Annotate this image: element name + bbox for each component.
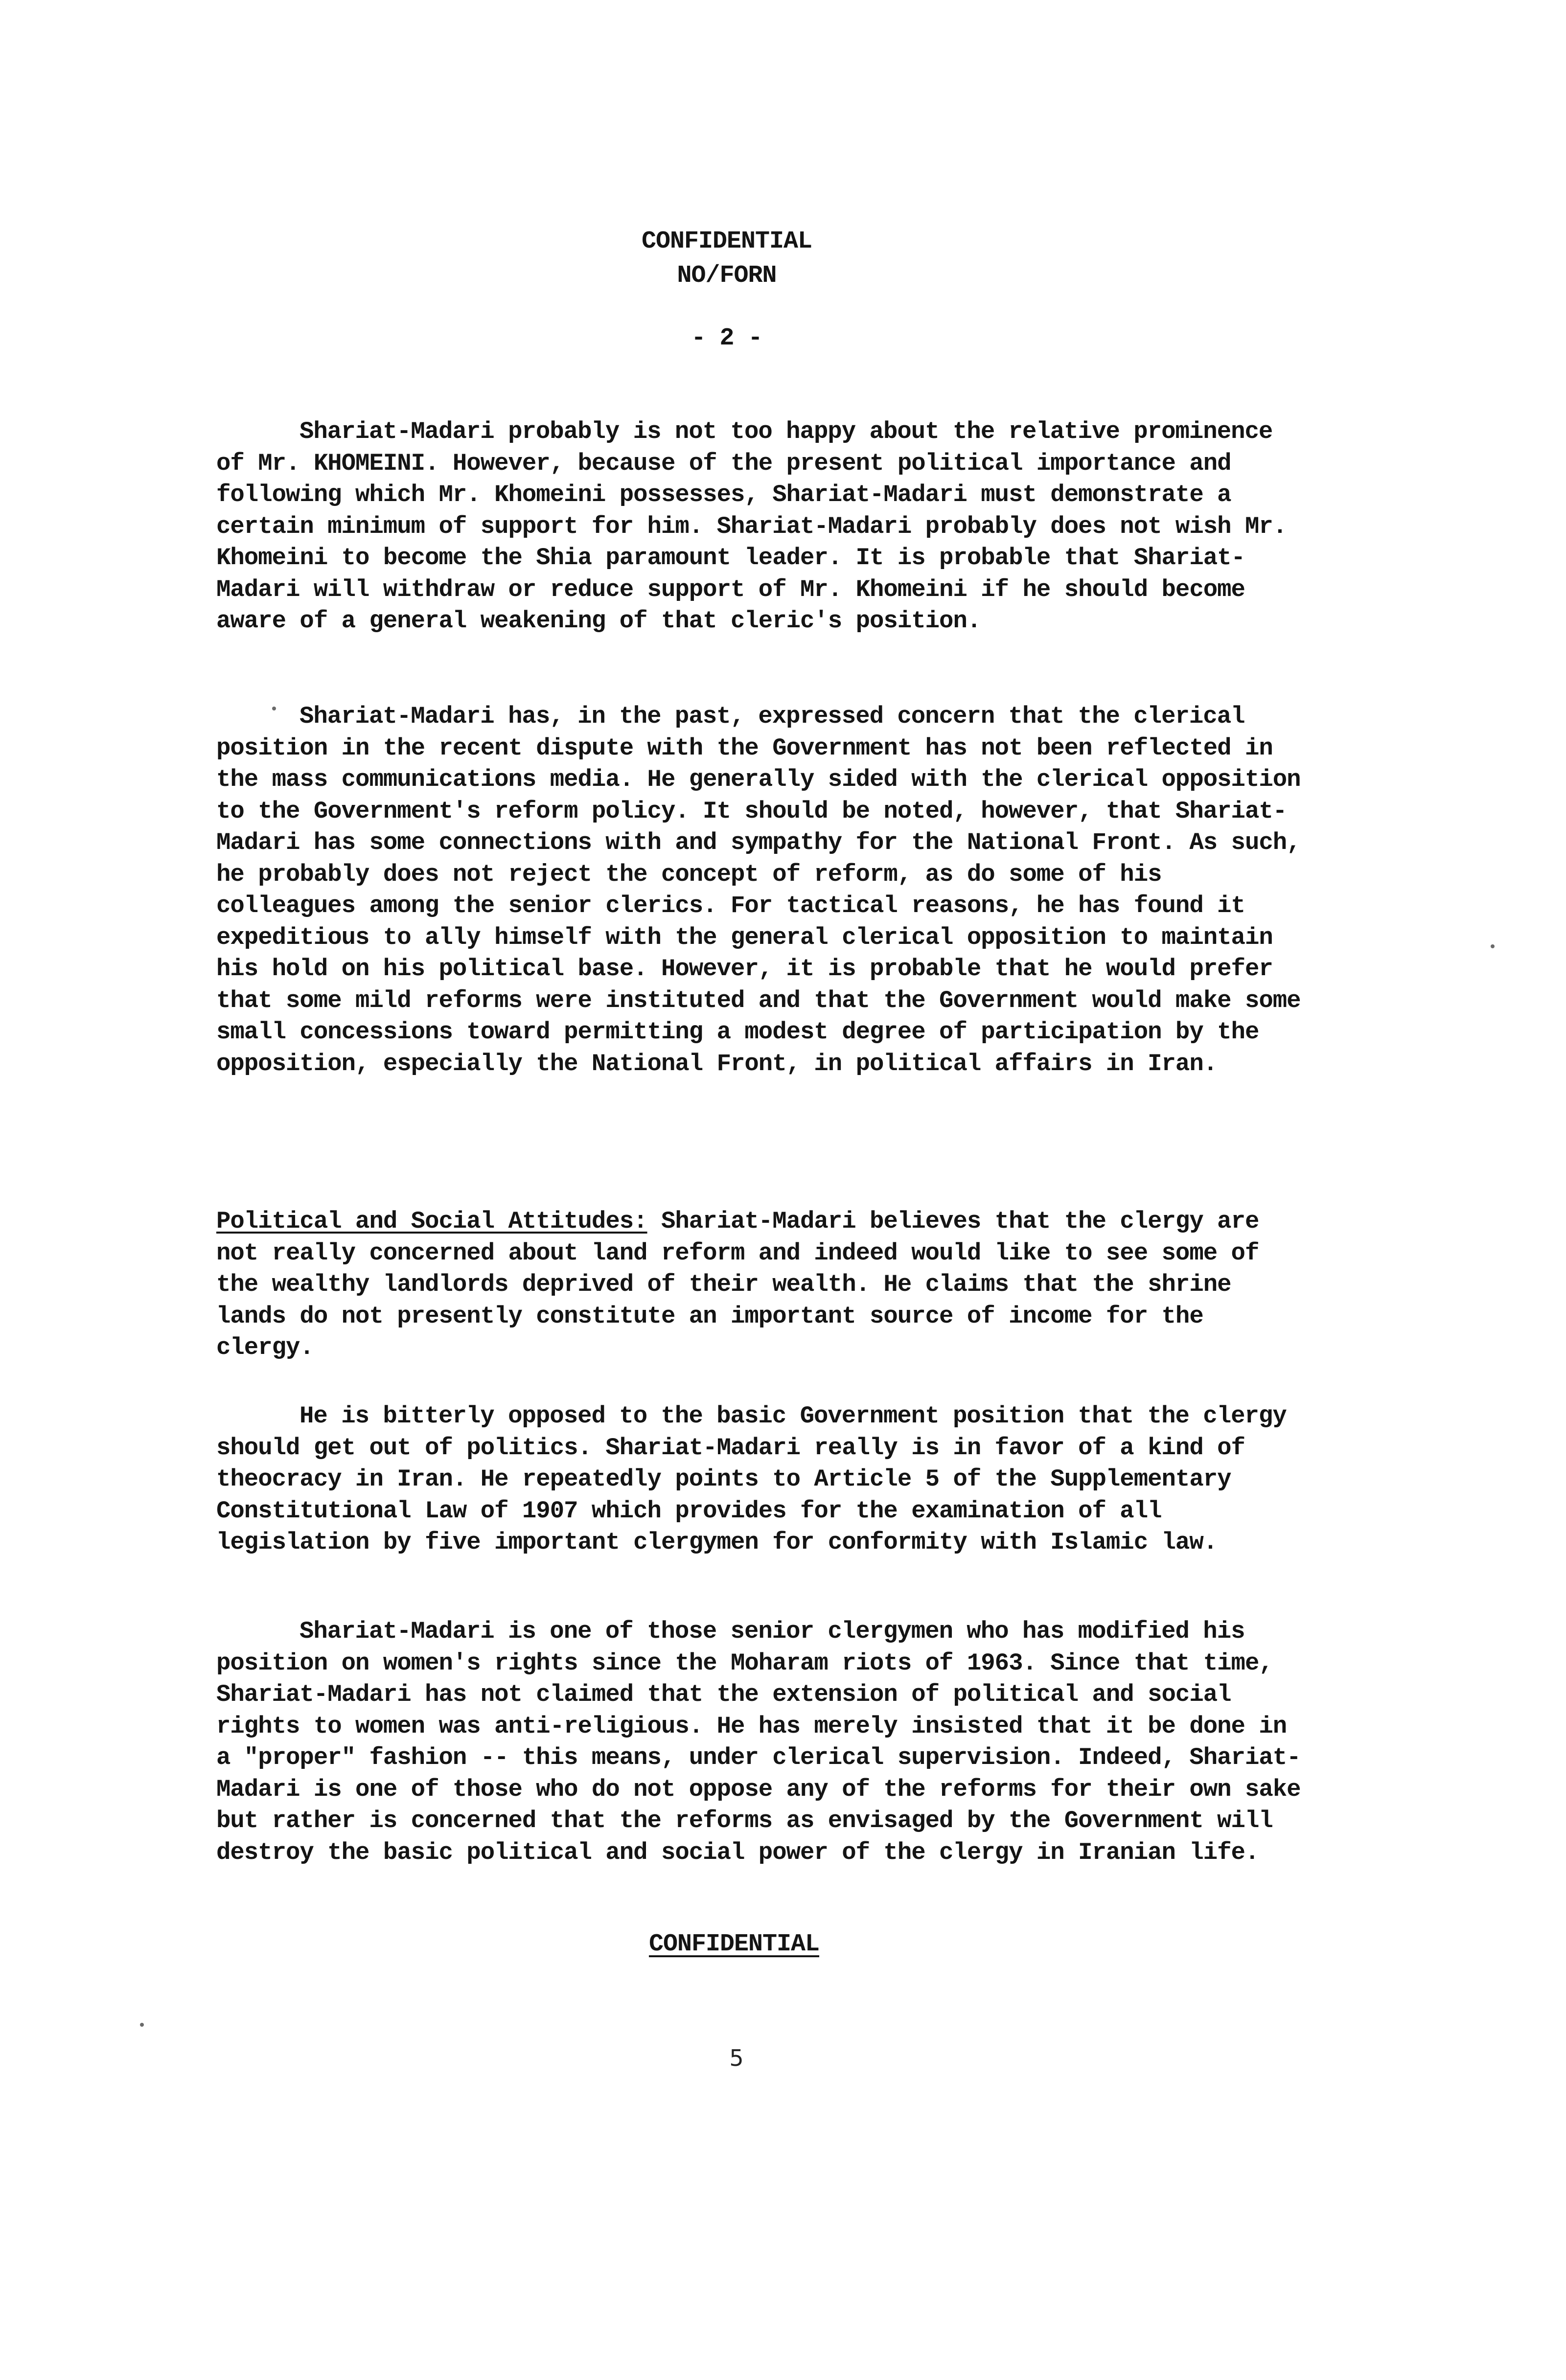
scan-speck: [272, 707, 276, 710]
header-page-marker: - 2 -: [691, 324, 762, 352]
footer-classification-label: CONFIDENTIAL: [648, 1930, 820, 1958]
paragraph-womens-rights: Shariat-Madari is one of those senior clergymen who has modified his position on women's rights since the Moharam riots of 1963. Since that time, Shariat-Madari has not claimed that the extension of political and social rights to women was anti-religious. He has merely insisted that it be done in a "proper" fashion -- this means, under clerical supervision. Indeed, Shariat-Madari is one of those who do not oppose any of the reforms for their own sake but rather is concerned that the reforms as envisaged by the Government will destroy the basic political and social power of the clergy in Iranian life.: [216, 1618, 1301, 1866]
paragraph-khomeini-prominence: Shariat-Madari probably is not too happy about the relative prominence of Mr. KHOMEINI. However, because of the present political importance and following which Mr. Khomeini possesses, Shariat-Madari must demonstrate a certain minimum of support for him. Shariat-Madari probably does not wish Mr. Khomeini to become the Shia paramount leader. It is probable that Shariat-Madari will withdraw or reduce support of Mr. Khomeini if he should become aware of a general weakening of that cleric's position.: [216, 418, 1287, 635]
section-heading-political-social-attitudes: Political and Social Attitudes:: [216, 1208, 647, 1235]
paragraph-political-social-attitudes-text: Shariat-Madari believes that the clergy are not really concerned about land reform and indeed would like to see some of the wealthy landlords deprived of their wealth. He claims that the shrine lands do not presently constitute an important source of income for the clergy.: [216, 1208, 1259, 1361]
footer-classification: [0, 1929, 1468, 1960]
scan-speck: [1491, 944, 1495, 948]
paragraph-theocracy: He is bitterly opposed to the basic Government position that the clergy should get out of politics. Shariat-Madari really is in favor of a kind of theocracy in Iran. He repeatedly points to Article 5 of the Supplementary Constitutional Law of 1907 which provides for the examination of all legislation by five important clergymen for conformity with Islamic law.: [216, 1402, 1287, 1556]
scan-speck: [140, 2023, 144, 2027]
paragraph-political-social-attitudes: [216, 1206, 1308, 1364]
header-handling-caveat: NO/FORN: [677, 262, 777, 290]
paragraph-clerical-position: Shariat-Madari has, in the past, expressed concern that the clerical position in the recent dispute with the Government has not been reflected in the mass communications media. He generally sided with the clerical opposition to the Government's reform policy. It should be noted, however, that Shariat-Madari has some connections with and sympathy for the National Front. As such, he probably does not reject the concept of reform, as do some of his colleagues among the senior clerics. For tactical reasons, he has found it expeditious to ally himself with the general clerical opposition to maintain his hold on his political base. However, it is probable that he would prefer that some mild reforms were instituted and that the Government would make some small concessions toward permitting a modest degree of participation by the opposition, especially the National Front, in political affairs in Iran.: [216, 703, 1301, 1077]
header-classification: CONFIDENTIAL: [641, 228, 812, 255]
page-number: 5: [729, 2045, 744, 2071]
